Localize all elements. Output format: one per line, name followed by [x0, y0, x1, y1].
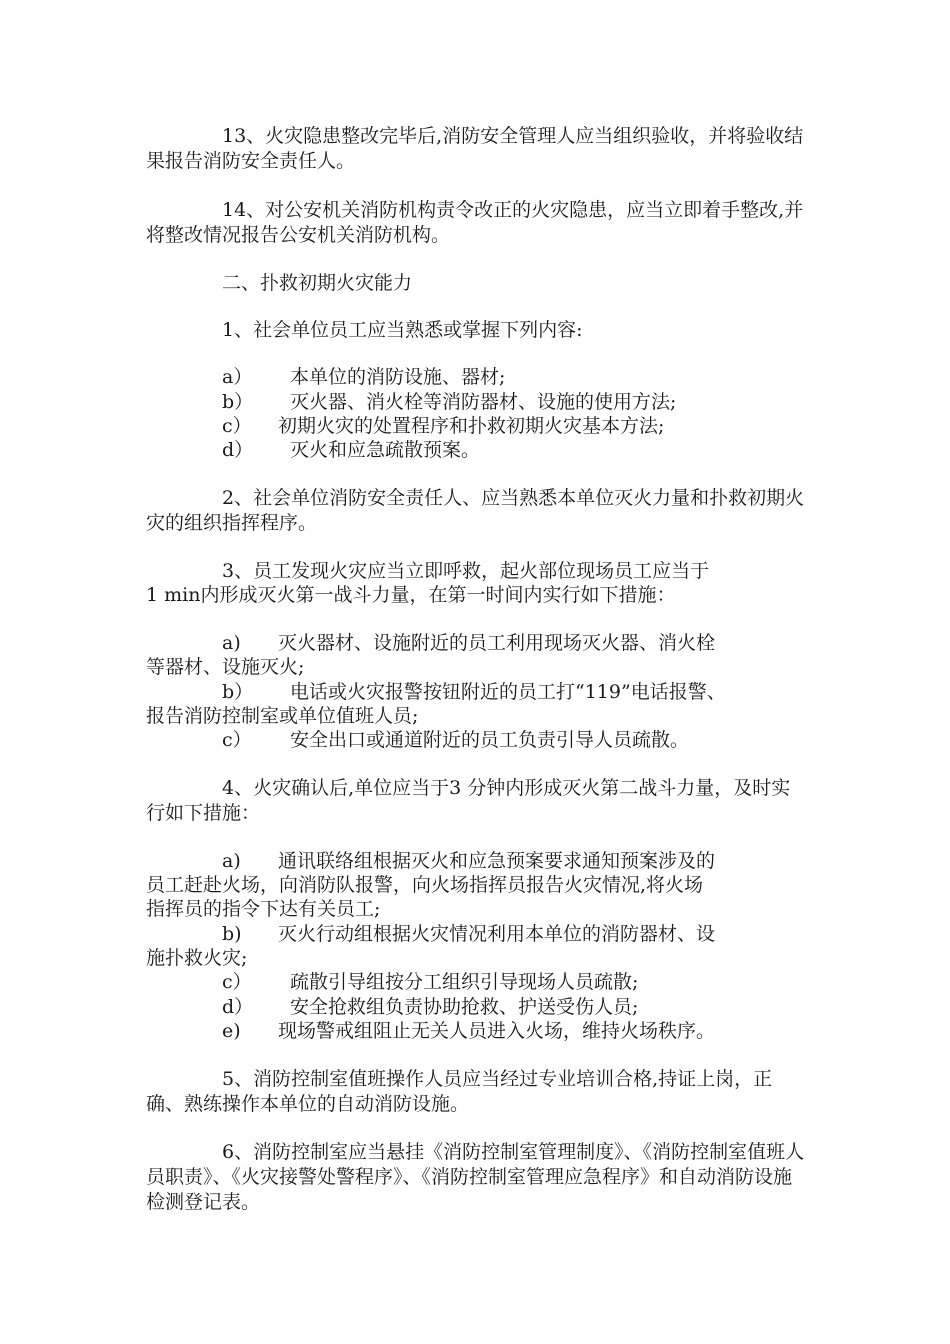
list-item [222, 728, 689, 753]
list-item [222, 995, 638, 1020]
list-marker: b） [222, 681, 254, 703]
list-item [222, 922, 715, 947]
list-item [222, 849, 715, 874]
list-item-text: 灭火行动组根据火灾情况利用本单位的消防器材、设 [278, 923, 716, 945]
list-item-continuation: 施扑救火灾; [146, 947, 248, 969]
list-item [222, 414, 664, 439]
list-marker: a） [222, 366, 253, 388]
list-item [222, 970, 638, 995]
list-item [222, 631, 715, 656]
list-item [222, 390, 676, 415]
list-item [222, 1019, 715, 1044]
list-item [222, 680, 726, 705]
list-item-text: 现场警戒组阻止无关人员进入火场，维持火场秩序。 [278, 1020, 716, 1042]
list-marker: c） [222, 415, 252, 437]
paragraph-1-intro: 1、社会单位员工应当熟悉或掌握下列内容: [222, 319, 583, 341]
list-marker: c） [222, 971, 252, 993]
list-item-text: 安全抢救组负责协助抢救、护送受伤人员; [290, 996, 639, 1018]
list-item-text: 灭火器、消火栓等消防器材、设施的使用方法; [290, 391, 677, 413]
list-item-text: 安全出口或通道附近的员工负责引导人员疏散。 [290, 729, 690, 751]
list-item-text: 灭火和应急疏散预案。 [290, 439, 481, 461]
list-item [222, 365, 505, 390]
list-marker: a) [222, 850, 241, 872]
paragraph-6: 6、消防控制室应当悬挂《消防控制室管理制度》、《消防控制室值班人员职责》、《火灾接警处警程序》、《消防控制室管理应急程序》和自动消防设施检测登记表。 [146, 1141, 805, 1213]
list-marker: b) [222, 923, 242, 945]
paragraph-13: 13、火灾隐患整改完毕后,消防安全管理人应当组织验收，并将验收结果报告消防安全责任人。 [146, 125, 804, 172]
list-marker: c） [222, 729, 252, 751]
paragraph-4-intro: 4、火灾确认后,单位应当于3 分钟内形成灭火第二战斗力量，及时实行如下措施： [146, 777, 791, 824]
paragraph-5: 5、消防控制室值班操作人员应当经过专业培训合格,持证上岗，正确、熟练操作本单位的自动消防设施。 [146, 1068, 773, 1115]
list-item-text: 通讯联络组根据灭火和应急预案要求通知预案涉及的 [278, 850, 716, 872]
list-marker: b） [222, 391, 254, 413]
paragraph-3-line-2: 1 min内形成灭火第一战斗力量，在第一时间内实行如下措施： [146, 584, 676, 606]
list-item [222, 438, 480, 463]
list-item-text: 本单位的消防设施、器材; [290, 366, 506, 388]
list-item-text: 电话或火灾报警按钮附近的员工打“119”电话报警、 [290, 681, 726, 703]
section-heading: 二、扑救初期火灾能力 [222, 272, 413, 294]
list-item-continuation: 等器材、设施灭火; [146, 656, 305, 678]
paragraph-14: 14、对公安机关消防机构责令改正的火灾隐患，应当立即着手整改,并将整改情况报告公安机关消防机构。 [146, 199, 804, 246]
list-item-text: 初期火灾的处置程序和扑救初期火灾基本方法; [278, 415, 665, 437]
list-marker: d） [222, 439, 254, 461]
paragraph-3-line-1: 3、员工发现火灾应当立即呼救，起火部位现场员工应当于 [222, 560, 710, 582]
list-item-continuation: 指挥员的指令下达有关员工; [146, 898, 381, 920]
list-item-continuation: 报告消防控制室或单位值班人员; [146, 705, 419, 727]
list-marker: a) [222, 632, 241, 654]
list-item-text: 灭火器材、设施附近的员工利用现场灭火器、消火栓 [278, 632, 716, 654]
list-item-continuation: 员工赶赴火场，向消防队报警，向火场指挥员报告火灾情况,将火场 [146, 874, 704, 896]
paragraph-2: 2、社会单位消防安全责任人、应当熟悉本单位灭火力量和扑救初期火灾的组织指挥程序。 [146, 487, 805, 534]
list-marker: d） [222, 996, 254, 1018]
list-item-text: 疏散引导组按分工组织引导现场人员疏散; [290, 971, 639, 993]
list-marker: e) [222, 1020, 241, 1042]
